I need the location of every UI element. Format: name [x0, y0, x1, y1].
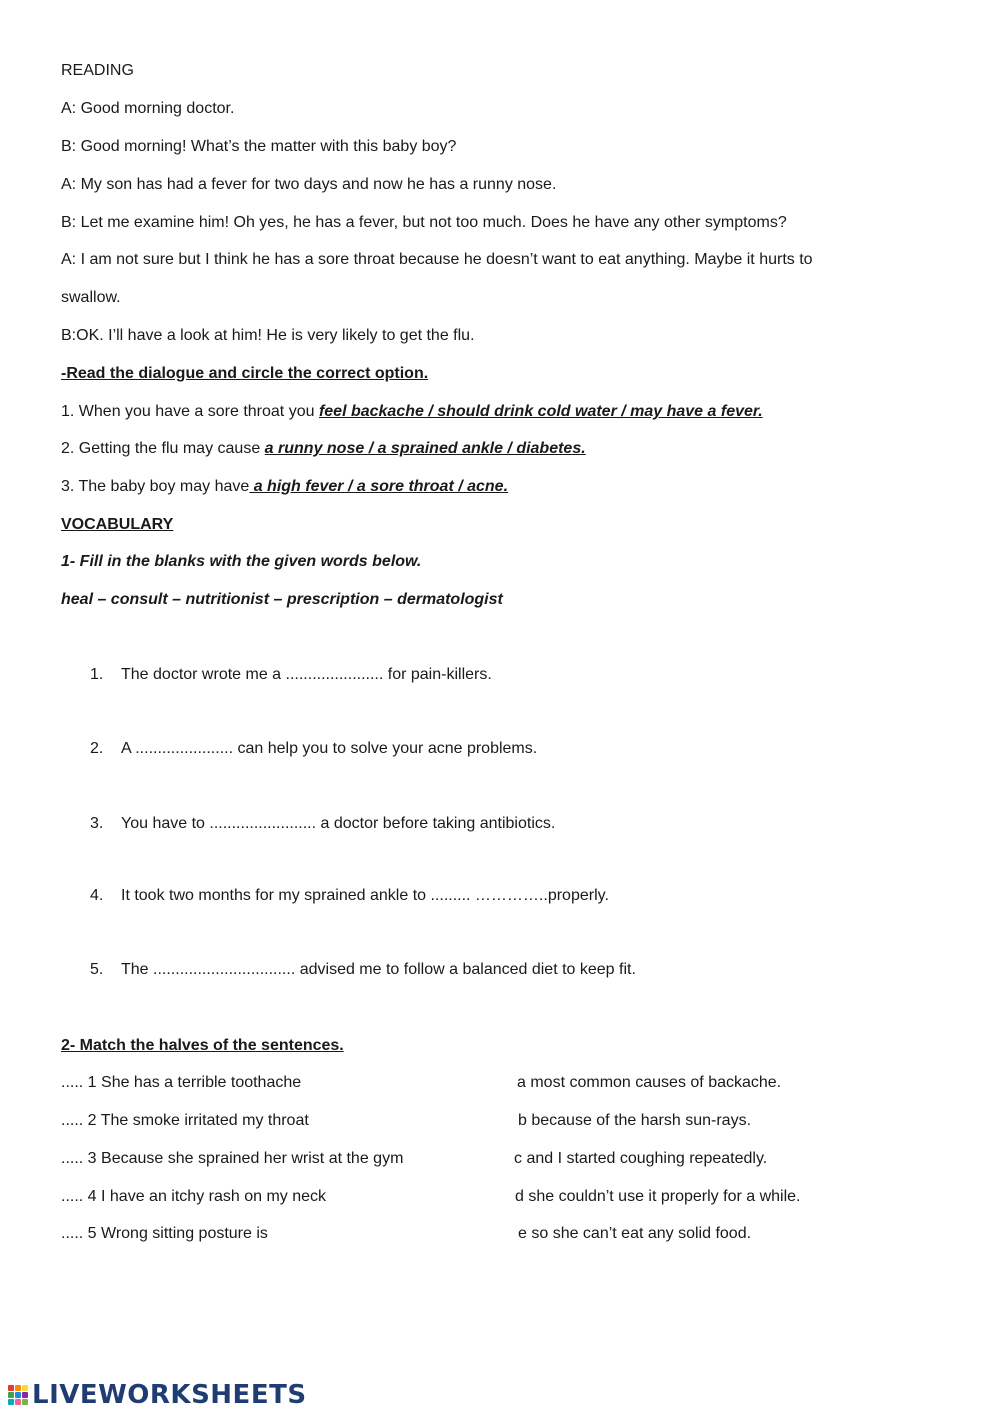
question-3: [61, 477, 508, 497]
answer-options[interactable]: feel backache / should drink cold water / may have a fever.: [318, 403, 763, 420]
fill-item[interactable]: The ................................ advised me to follow a balanced diet to keep fit.: [121, 961, 636, 978]
dialogue-line: B: Let me examine him! Oh yes, he has a fever, but not too much. Does he have any other symptoms?: [61, 214, 787, 231]
liveworksheets-logo: [8, 1380, 307, 1410]
fill-item[interactable]: The doctor wrote me a ...................... for pain-killers.: [121, 666, 492, 683]
match-right-item: e so she can’t eat any solid food.: [518, 1225, 752, 1242]
dialogue-line: A: My son has had a fever for two days and now he has a runny nose.: [61, 176, 557, 193]
logo-tile: [15, 1399, 21, 1405]
match-right-item: a most common causes of backache.: [517, 1074, 782, 1091]
question-stem: 2. Getting the flu may cause: [61, 440, 265, 457]
logo-tile: [22, 1399, 28, 1405]
fill-item-number: 5.: [90, 961, 104, 978]
fill-item[interactable]: A ...................... can help you to solve your acne problems.: [121, 740, 538, 757]
fill-item-number: 2.: [90, 740, 104, 757]
fill-item[interactable]: It took two months for my sprained ankle to ......... …………..properly.: [121, 887, 609, 904]
task-1-title: 1- Fill in the blanks with the given words below.: [61, 553, 422, 570]
reading-heading: READING: [61, 62, 134, 79]
match-left-item[interactable]: ..... 2 The smoke irritated my throat: [61, 1112, 309, 1129]
match-right-item: b because of the harsh sun-rays.: [518, 1112, 752, 1129]
dialogue-line: B: Good morning! What’s the matter with this baby boy?: [61, 138, 457, 155]
vocabulary-heading: VOCABULARY: [61, 516, 174, 533]
logo-tile: [8, 1399, 14, 1405]
logo-tile: [22, 1385, 28, 1391]
dialogue-line: A: Good morning doctor.: [61, 100, 235, 117]
dialogue-line: A: I am not sure but I think he has a sore throat because he doesn’t want to eat anything. Maybe it hurts to: [61, 251, 813, 268]
logo-text: LIVEWORKSHEETS: [32, 1380, 307, 1410]
fill-item[interactable]: You have to ........................ a doctor before taking antibiotics.: [121, 815, 556, 832]
fill-item-number: 1.: [90, 666, 104, 683]
question-stem: 1. When you have a sore throat you: [61, 403, 319, 420]
reading-instruction: -Read the dialogue and circle the correct option.: [61, 365, 429, 382]
logo-icon: [8, 1385, 28, 1405]
match-left-item[interactable]: ..... 4 I have an itchy rash on my neck: [61, 1188, 327, 1205]
question-stem: 3. The baby boy may have: [61, 478, 250, 495]
question-1: [61, 402, 763, 422]
word-bank: heal – consult – nutritionist – prescription – dermatologist: [61, 591, 503, 608]
logo-tile: [8, 1392, 14, 1398]
dialogue-line: swallow.: [61, 289, 121, 306]
answer-options[interactable]: a runny nose / a sprained ankle / diabetes.: [264, 440, 586, 457]
task-2-title: 2- Match the halves of the sentences.: [61, 1037, 344, 1054]
fill-item-number: 4.: [90, 887, 104, 904]
match-right-item: d she couldn’t use it properly for a while.: [515, 1188, 801, 1205]
logo-tile: [15, 1392, 21, 1398]
dialogue-line: B:OK. I’ll have a look at him! He is very likely to get the flu.: [61, 327, 475, 344]
fill-item-number: 3.: [90, 815, 104, 832]
question-2: [61, 439, 586, 459]
match-right-item: c and I started coughing repeatedly.: [514, 1150, 768, 1167]
logo-tile: [8, 1385, 14, 1391]
logo-tile: [22, 1392, 28, 1398]
answer-options[interactable]: a high fever / a sore throat / acne.: [249, 478, 509, 495]
logo-tile: [15, 1385, 21, 1391]
match-left-item[interactable]: ..... 5 Wrong sitting posture is: [61, 1225, 268, 1242]
match-left-item[interactable]: ..... 1 She has a terrible toothache: [61, 1074, 302, 1091]
match-left-item[interactable]: ..... 3 Because she sprained her wrist at the gym: [61, 1150, 404, 1167]
